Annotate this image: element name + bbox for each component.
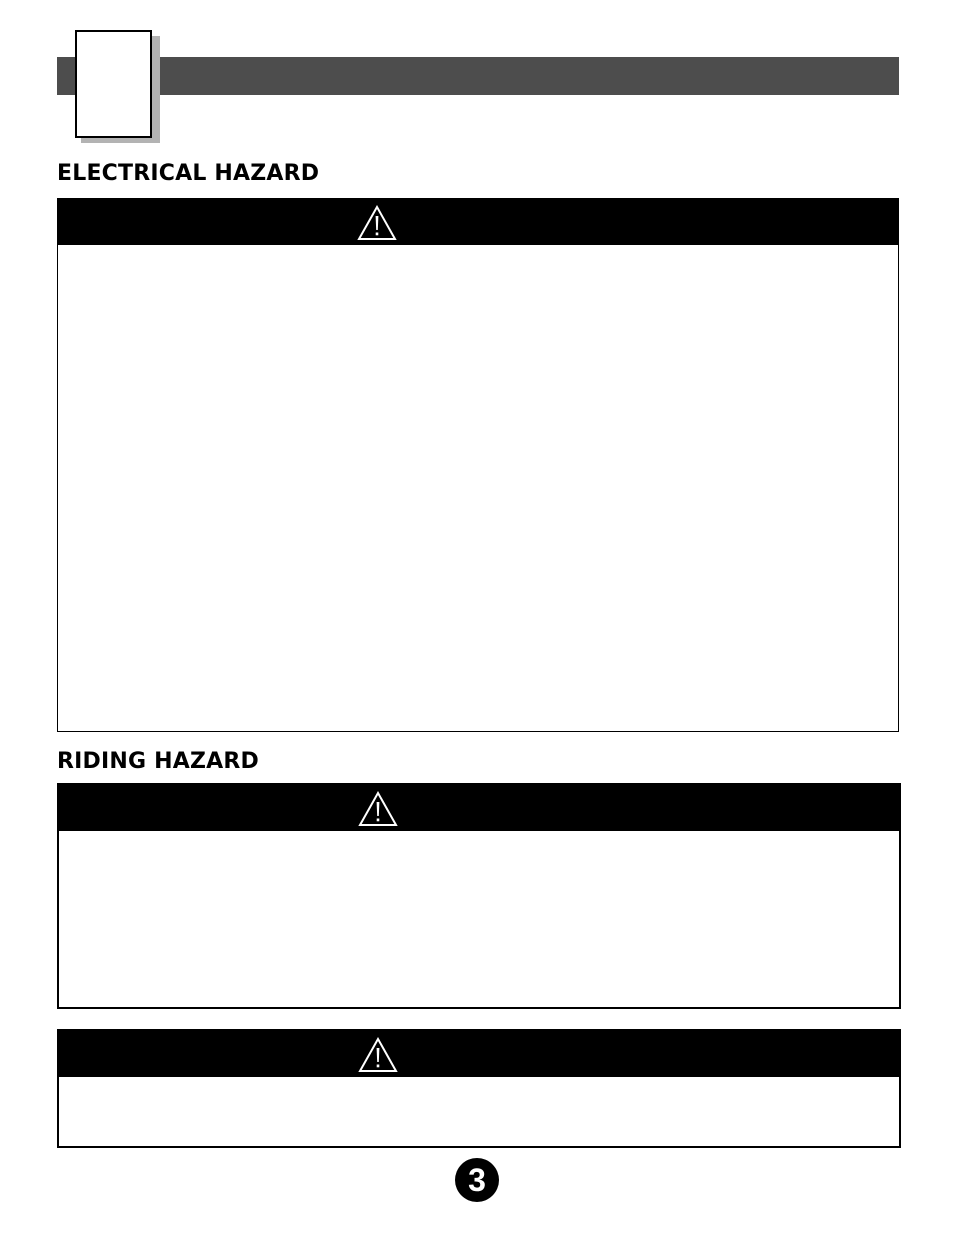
warning-triangle-icon xyxy=(358,791,398,827)
warning-box-riding xyxy=(57,783,901,1009)
warning-header xyxy=(59,1031,899,1077)
chapter-tab xyxy=(75,30,152,138)
section-heading-electrical-hazard: ELECTRICAL HAZARD xyxy=(57,161,320,186)
warning-header xyxy=(58,199,898,245)
warning-box-additional xyxy=(57,1029,901,1148)
warning-header xyxy=(59,785,899,831)
section-heading-riding-hazard: RIDING HAZARD xyxy=(57,749,259,774)
warning-triangle-icon xyxy=(357,205,397,241)
warning-triangle-icon xyxy=(358,1037,398,1073)
warning-box-electrical xyxy=(57,198,899,732)
header-bar xyxy=(57,57,899,95)
page-number: 3 xyxy=(455,1158,499,1202)
